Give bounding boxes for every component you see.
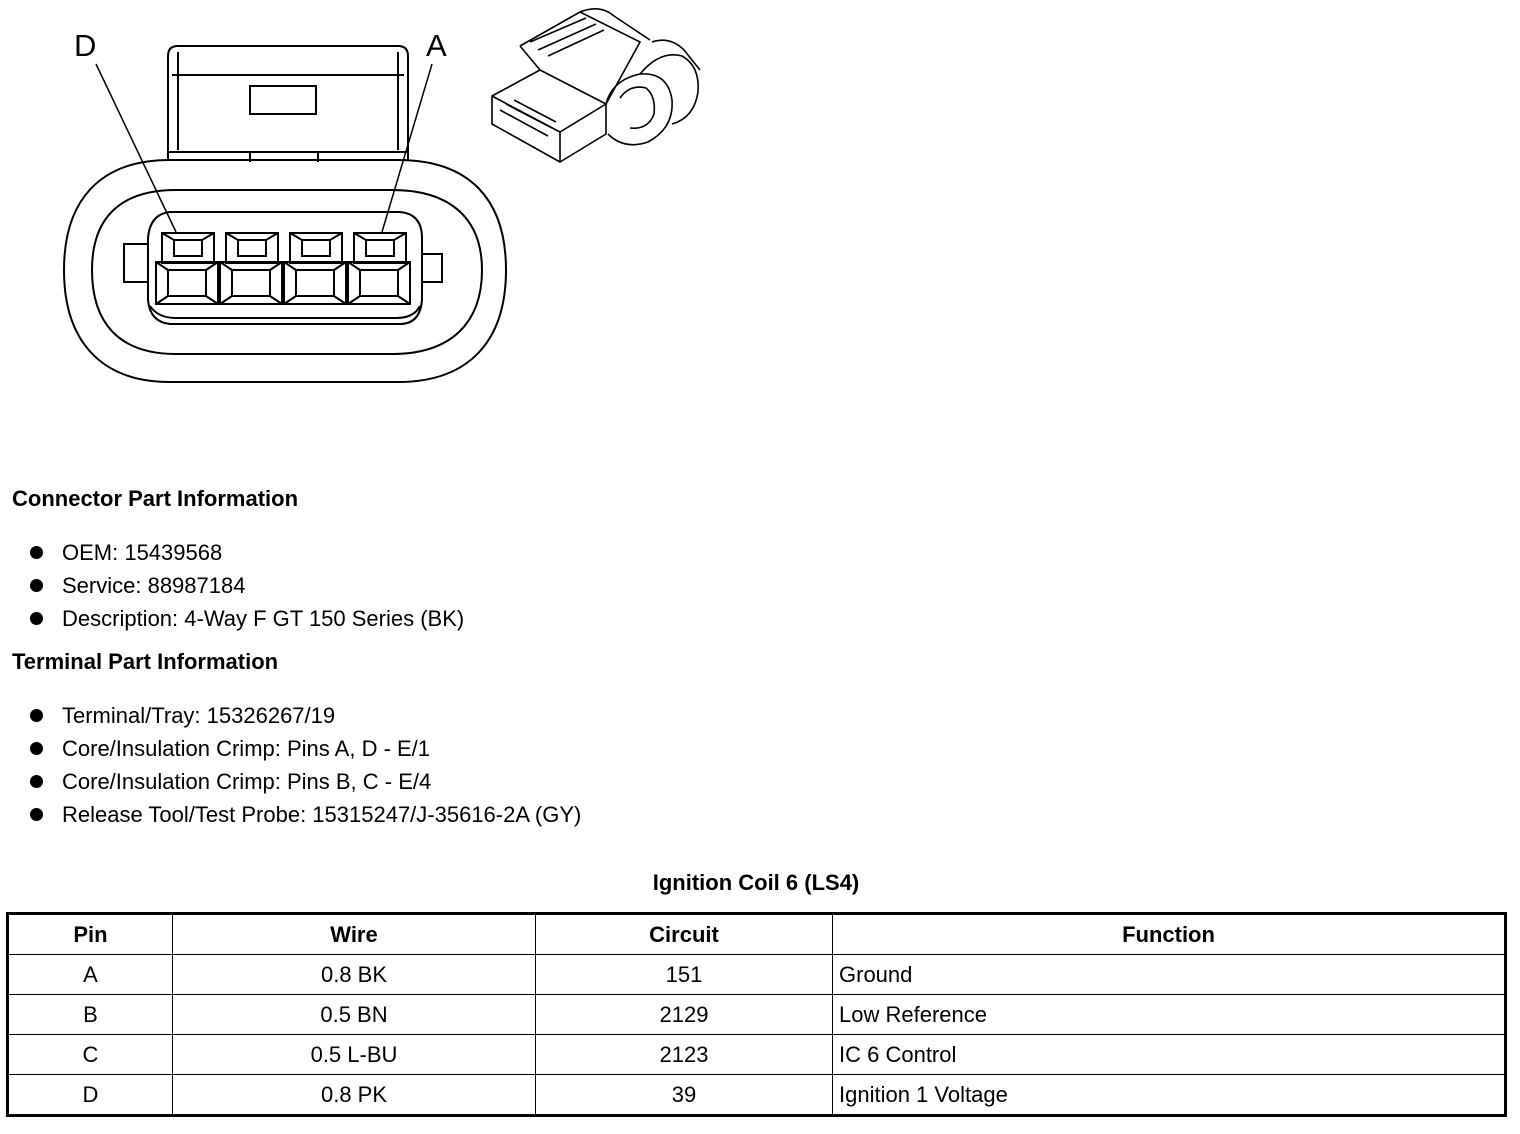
column-header-pin: Pin: [8, 914, 173, 955]
column-header-wire: Wire: [173, 914, 536, 955]
table-row: [8, 995, 1506, 1035]
column-header-function: Function: [833, 914, 1506, 955]
list-item: [30, 701, 581, 734]
connector-part-info-heading: Connector Part Information: [12, 486, 299, 511]
terminal-part-info-heading: Terminal Part Information: [12, 649, 279, 674]
cell-wire: 0.5 L-BU: [173, 1035, 536, 1075]
bullet-icon: [30, 709, 43, 722]
pin-label-a: A: [426, 28, 447, 63]
terminal-part-info-list: [30, 701, 581, 833]
bullet-icon: [30, 546, 43, 559]
table-row: [8, 955, 1506, 995]
cell-circuit: 151: [536, 955, 833, 995]
leader-line-d: [96, 64, 176, 232]
cell-pin: D: [8, 1075, 173, 1116]
lock-tab-window: [250, 86, 316, 114]
cell-function: Ignition 1 Voltage: [833, 1075, 1506, 1116]
table-header-row: [8, 914, 1506, 955]
cavity-b: [284, 233, 346, 304]
pinout-table: [6, 912, 1507, 1117]
table-row: [8, 1035, 1506, 1075]
connector-part-info-list: [30, 538, 464, 637]
list-item: [30, 538, 464, 571]
pin-label-d: D: [74, 28, 97, 63]
list-item-text: Release Tool/Test Probe: 15315247/J-35616-2A (GY): [62, 802, 582, 827]
list-item: [30, 604, 464, 637]
list-item-text: Core/Insulation Crimp: Pins B, C - E/4: [62, 769, 432, 794]
cell-wire: 0.8 BK: [173, 955, 536, 995]
bullet-icon: [30, 579, 43, 592]
cell-wire: 0.5 BN: [173, 995, 536, 1035]
cell-wire: 0.8 PK: [173, 1075, 536, 1116]
terminal-cavities: [156, 233, 410, 304]
list-item: [30, 571, 464, 604]
list-item-text: Service: 88987184: [62, 573, 246, 598]
connector-lock-tab: [168, 46, 408, 160]
table-row: [8, 1075, 1506, 1116]
cell-pin: C: [8, 1035, 173, 1075]
list-item: [30, 800, 581, 833]
cell-circuit: 2129: [536, 995, 833, 1035]
connector-isometric-icon: [492, 9, 700, 162]
list-item: [30, 734, 581, 767]
list-item: [30, 767, 581, 800]
bullet-icon: [30, 612, 43, 625]
cell-circuit: 2123: [536, 1035, 833, 1075]
cell-circuit: 39: [536, 1075, 833, 1116]
cell-function: Ground: [833, 955, 1506, 995]
column-header-circuit: Circuit: [536, 914, 833, 955]
connector-diagram: [0, 0, 720, 420]
cell-pin: B: [8, 995, 173, 1035]
bullet-icon: [30, 742, 43, 755]
list-item-text: Core/Insulation Crimp: Pins A, D - E/1: [62, 736, 431, 761]
table-caption: Ignition Coil 6 (LS4): [652, 870, 860, 895]
bullet-icon: [30, 775, 43, 788]
list-item-text: Terminal/Tray: 15326267/19: [62, 703, 336, 728]
cavity-d: [156, 233, 218, 304]
bullet-icon: [30, 808, 43, 821]
cavity-a: [348, 233, 410, 304]
cell-function: Low Reference: [833, 995, 1506, 1035]
list-item-text: OEM: 15439568: [62, 540, 223, 565]
list-item-text: Description: 4-Way F GT 150 Series (BK): [62, 606, 465, 631]
cell-function: IC 6 Control: [833, 1035, 1506, 1075]
cell-pin: A: [8, 955, 173, 995]
cavity-c: [220, 233, 282, 304]
